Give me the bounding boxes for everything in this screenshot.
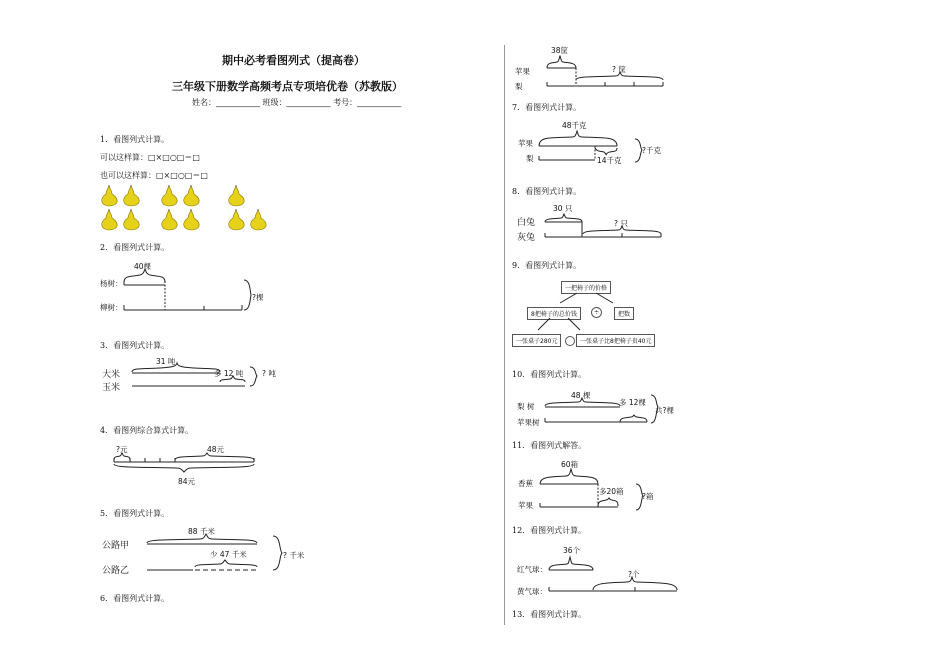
q11-bottom-label: 苹果 <box>518 501 533 510</box>
number-label: 考号： <box>333 98 358 107</box>
q10-bottom-label: 苹果树 <box>517 418 540 427</box>
q5-diagram <box>145 532 285 577</box>
q9-mid-left-box: 8把椅子的总价钱 <box>527 307 581 320</box>
q9-connectors <box>500 290 680 340</box>
q5-brace-label: 88 千米 <box>188 527 215 536</box>
q11-diff-label: 多20箱 <box>599 487 624 496</box>
q7-total-label: ?千克 <box>642 146 661 155</box>
q9-mid-right-box: 把数 <box>614 307 634 320</box>
q9-root-box: 一把椅子的价格 <box>561 281 611 294</box>
class-label: 班级： <box>262 98 287 107</box>
q11-total-label: ?箱 <box>642 492 654 501</box>
page-subtitle: 三年级下册数学高频考点专项培优卷（苏教版） <box>172 80 403 93</box>
q11-brace-label: 60箱 <box>561 460 579 469</box>
q9-operator-circle: ÷ <box>591 307 602 318</box>
class-blank[interactable]: ___________ <box>286 98 331 107</box>
q10-diff-label: 多 12棵 <box>619 398 646 407</box>
q10-brace-label: 48 棵 <box>571 391 591 400</box>
q10-prompt: 10．看图列式计算。 <box>512 370 587 379</box>
q2-diagram <box>120 265 260 315</box>
q6-bottom-label: 梨 <box>515 82 523 91</box>
q7-bottom-label: 梨 <box>526 154 534 163</box>
q6-prompt: 6．看图列式计算。 <box>100 594 170 603</box>
q8-top-label: 白兔 <box>517 218 536 228</box>
q3-total-label: ? 吨 <box>262 369 276 378</box>
q3-prompt: 3．看图列式计算。 <box>100 341 170 350</box>
q3-diff-label: 多 12 吨 <box>214 369 244 378</box>
q11-top-label: 香蕉 <box>518 479 533 488</box>
q10-diagram <box>543 393 658 428</box>
q11-diagram <box>538 462 643 512</box>
q1-line1: 可以这样算：□×□○□＝□ <box>100 153 200 162</box>
pear-group <box>100 185 280 235</box>
q6-diagram <box>545 52 670 92</box>
q5-total-label: ? 千米 <box>283 551 305 560</box>
q11-prompt: 11．看图列式解答。 <box>512 441 587 450</box>
q2-brace-label: 40棵 <box>134 262 152 271</box>
q9-leaf-left-box: 一张桌子280元 <box>512 334 561 347</box>
q4-right-label: 48元 <box>207 445 225 454</box>
q8-question-label: ? 只 <box>614 219 628 228</box>
q7-diagram <box>537 128 647 168</box>
q7-top-label: 苹果 <box>518 139 533 148</box>
q4-diagram <box>112 450 262 480</box>
q9-prompt: 9．看图列式计算。 <box>512 261 582 270</box>
q6-top-label: 苹果 <box>515 67 530 76</box>
name-label: 姓名： <box>192 98 216 107</box>
q3-diagram <box>130 362 260 392</box>
q4-left-label: ?元 <box>116 445 128 454</box>
q2-prompt: 2．看图列式计算。 <box>100 243 170 252</box>
page-title: 期中必考看图列式（提高卷） <box>222 54 365 67</box>
q9-leaf-right-box: 一张桌子比8把椅子贵40元 <box>576 334 655 347</box>
q12-bottom-label: 黄气球： <box>517 587 547 596</box>
q12-prompt: 12．看图列式计算。 <box>512 526 587 535</box>
q2-total-label: ?棵 <box>252 293 264 302</box>
q6-question-label: ? 筐 <box>612 65 626 74</box>
q8-diagram <box>543 207 668 242</box>
q8-bottom-label: 灰兔 <box>517 233 536 243</box>
student-info-row <box>192 97 401 108</box>
q8-brace-label: 30 只 <box>553 204 573 213</box>
q12-brace-label: 36个 <box>563 546 581 555</box>
q2-bottom-label: 柳树： <box>100 303 123 312</box>
q1-line2: 也可以这样算：□×□○□＝□ <box>100 171 208 180</box>
name-blank[interactable]: ___________ <box>216 98 260 107</box>
q1-prompt: 1．看图列式计算。 <box>100 135 170 144</box>
q4-bottom-label: 84元 <box>178 477 196 486</box>
q10-top-label: 梨 树 <box>517 402 535 411</box>
q5-bottom-label: 公路乙 <box>102 566 130 576</box>
q7-diff-label: 14千克 <box>597 156 622 165</box>
q12-question-label: ?个 <box>628 570 640 579</box>
q12-diagram <box>547 550 682 595</box>
q8-prompt: 8．看图列式计算。 <box>512 187 582 196</box>
q5-diff-label: 少 47 千米 <box>210 550 247 559</box>
q7-prompt: 7．看图列式计算。 <box>512 103 582 112</box>
q10-total-label: 共?棵 <box>655 406 674 415</box>
q6-brace-label: 38筐 <box>551 46 569 55</box>
q5-top-label: 公路甲 <box>102 541 130 551</box>
q13-prompt: 13．看图列式计算。 <box>512 610 587 619</box>
q3-top-label: 大米 <box>102 370 121 380</box>
q3-bottom-label: 玉米 <box>102 383 121 393</box>
q5-prompt: 5．看图列式计算。 <box>100 509 170 518</box>
q4-prompt: 4．看图列综合算式计算。 <box>100 426 194 435</box>
q2-top-label: 杨树： <box>100 279 123 288</box>
q12-top-label: 红气球： <box>517 565 547 574</box>
q7-brace-label: 48千克 <box>562 121 587 130</box>
q3-brace-label: 31 吨 <box>156 357 176 366</box>
number-blank[interactable]: ___________ <box>357 98 402 107</box>
